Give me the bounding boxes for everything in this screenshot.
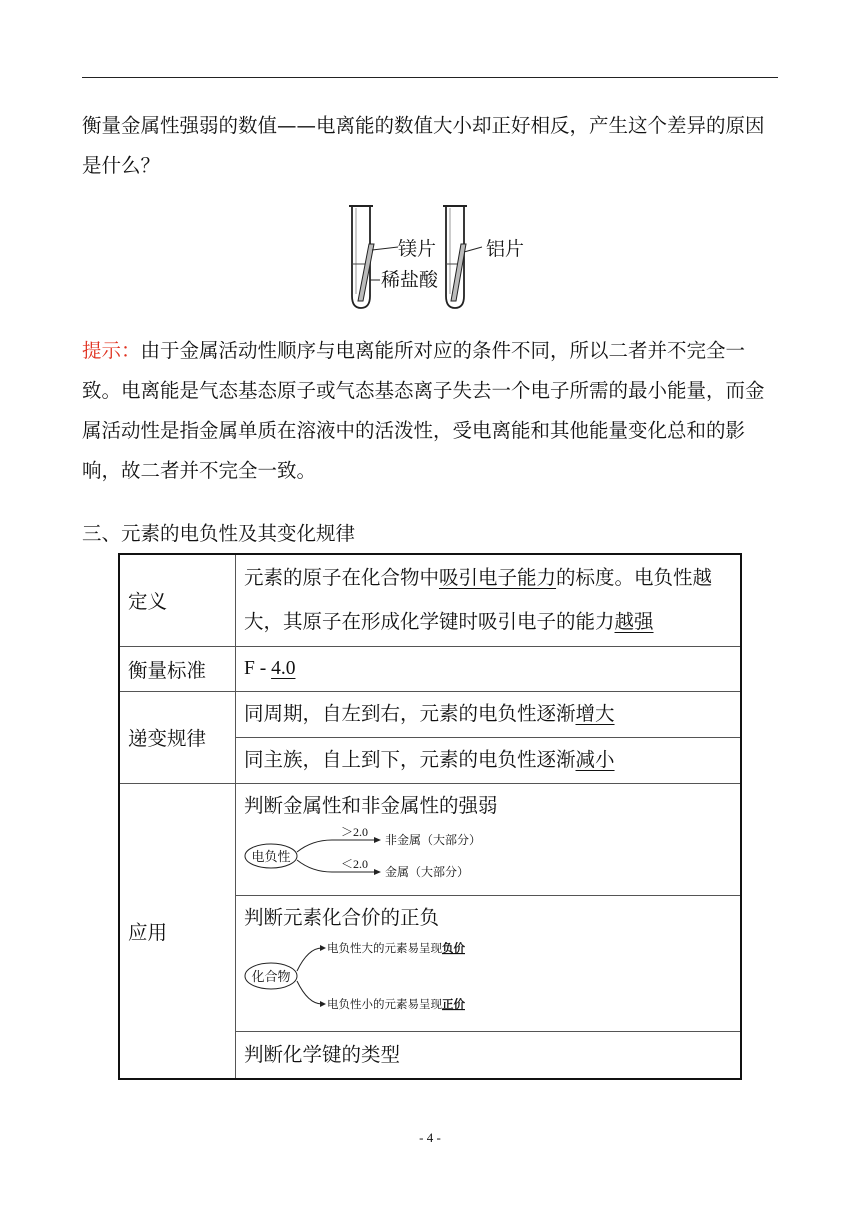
svg-text:电负性大的元素易呈现负价: 电负性大的元素易呈现负价 — [327, 942, 465, 955]
head-definition: 定义 — [119, 554, 236, 646]
row-app-1 — [119, 783, 741, 895]
svg-text:金属（大部分）: 金属（大部分） — [385, 864, 470, 879]
header-rule — [82, 77, 778, 78]
electronegativity-table — [118, 553, 742, 1080]
trend-period: 同周期，自左到右，元素的电负性逐渐增大 — [236, 691, 742, 737]
hint-label: 提示： — [82, 339, 141, 362]
standard-text: F - 4.0 — [236, 646, 742, 691]
blank-f-value: 4.0 — [271, 657, 296, 679]
section-title: 三、元素的电负性及其变化规律 — [82, 522, 356, 545]
svg-text:＜2.0: ＜2.0 — [341, 856, 369, 871]
row-trend-1 — [119, 691, 741, 737]
hint-paragraph — [82, 331, 782, 491]
label-al: 铝片 — [486, 239, 525, 260]
app-valence — [236, 895, 742, 1031]
app-title-2: 判断元素化合价的正负 — [244, 905, 440, 929]
blank-decrease: 减小 — [575, 748, 615, 771]
app-bond-type: 判断化学键的类型 — [236, 1031, 742, 1079]
svg-text:化合物: 化合物 — [251, 968, 291, 984]
diagram-compound — [244, 938, 504, 1014]
label-mg: 镁片 — [398, 239, 437, 260]
svg-text:电负性: 电负性 — [251, 848, 291, 864]
head-trend: 递变规律 — [119, 691, 236, 783]
row-standard — [119, 646, 741, 691]
svg-text:非金属（大部分）: 非金属（大部分） — [385, 832, 482, 847]
page-number: - 4 - — [419, 1130, 441, 1145]
row-definition — [119, 554, 741, 646]
definition-text: 元素的原子在化合物中吸引电子能力的标度。电负性越大，其原子在形成化学键时吸引电子的能力越强 — [236, 554, 742, 646]
head-standard: 衡量标准 — [119, 646, 236, 691]
label-acid: 稀盐酸 — [381, 270, 439, 291]
app-metal-nonmetal — [236, 783, 742, 895]
svg-text:电负性小的元素易呈现正价: 电负性小的元素易呈现正价 — [327, 998, 465, 1011]
head-application: 应用 — [119, 783, 236, 1079]
blank-stronger: 越强 — [614, 610, 654, 634]
diagram-electronegativity — [244, 826, 504, 886]
intro-paragraph: 衡量金属性强弱的数值——电离能的数值大小却正好相反，产生这个差异的原因是什么？ — [82, 114, 765, 177]
svg-text:＞2.0: ＞2.0 — [341, 825, 369, 839]
test-tube-figure — [340, 200, 540, 315]
app-title-1: 判断金属性和非金属性的强弱 — [244, 793, 498, 817]
hint-text: 由于金属活动性顺序与电离能所对应的条件不同，所以二者并不完全一致。电离能是气态基态原子或气态基态离子失去一个电子所需的最小能量，而金属活动性是指金属单质在溶液中的活泼性，受电离能和其他能量变化总和的影响，故二者并不完全一致。 — [82, 339, 765, 482]
blank-attract: 吸引电子能力 — [439, 566, 557, 590]
trend-group: 同主族，自上到下，元素的电负性逐渐减小 — [236, 737, 742, 783]
blank-increase: 增大 — [575, 702, 615, 725]
